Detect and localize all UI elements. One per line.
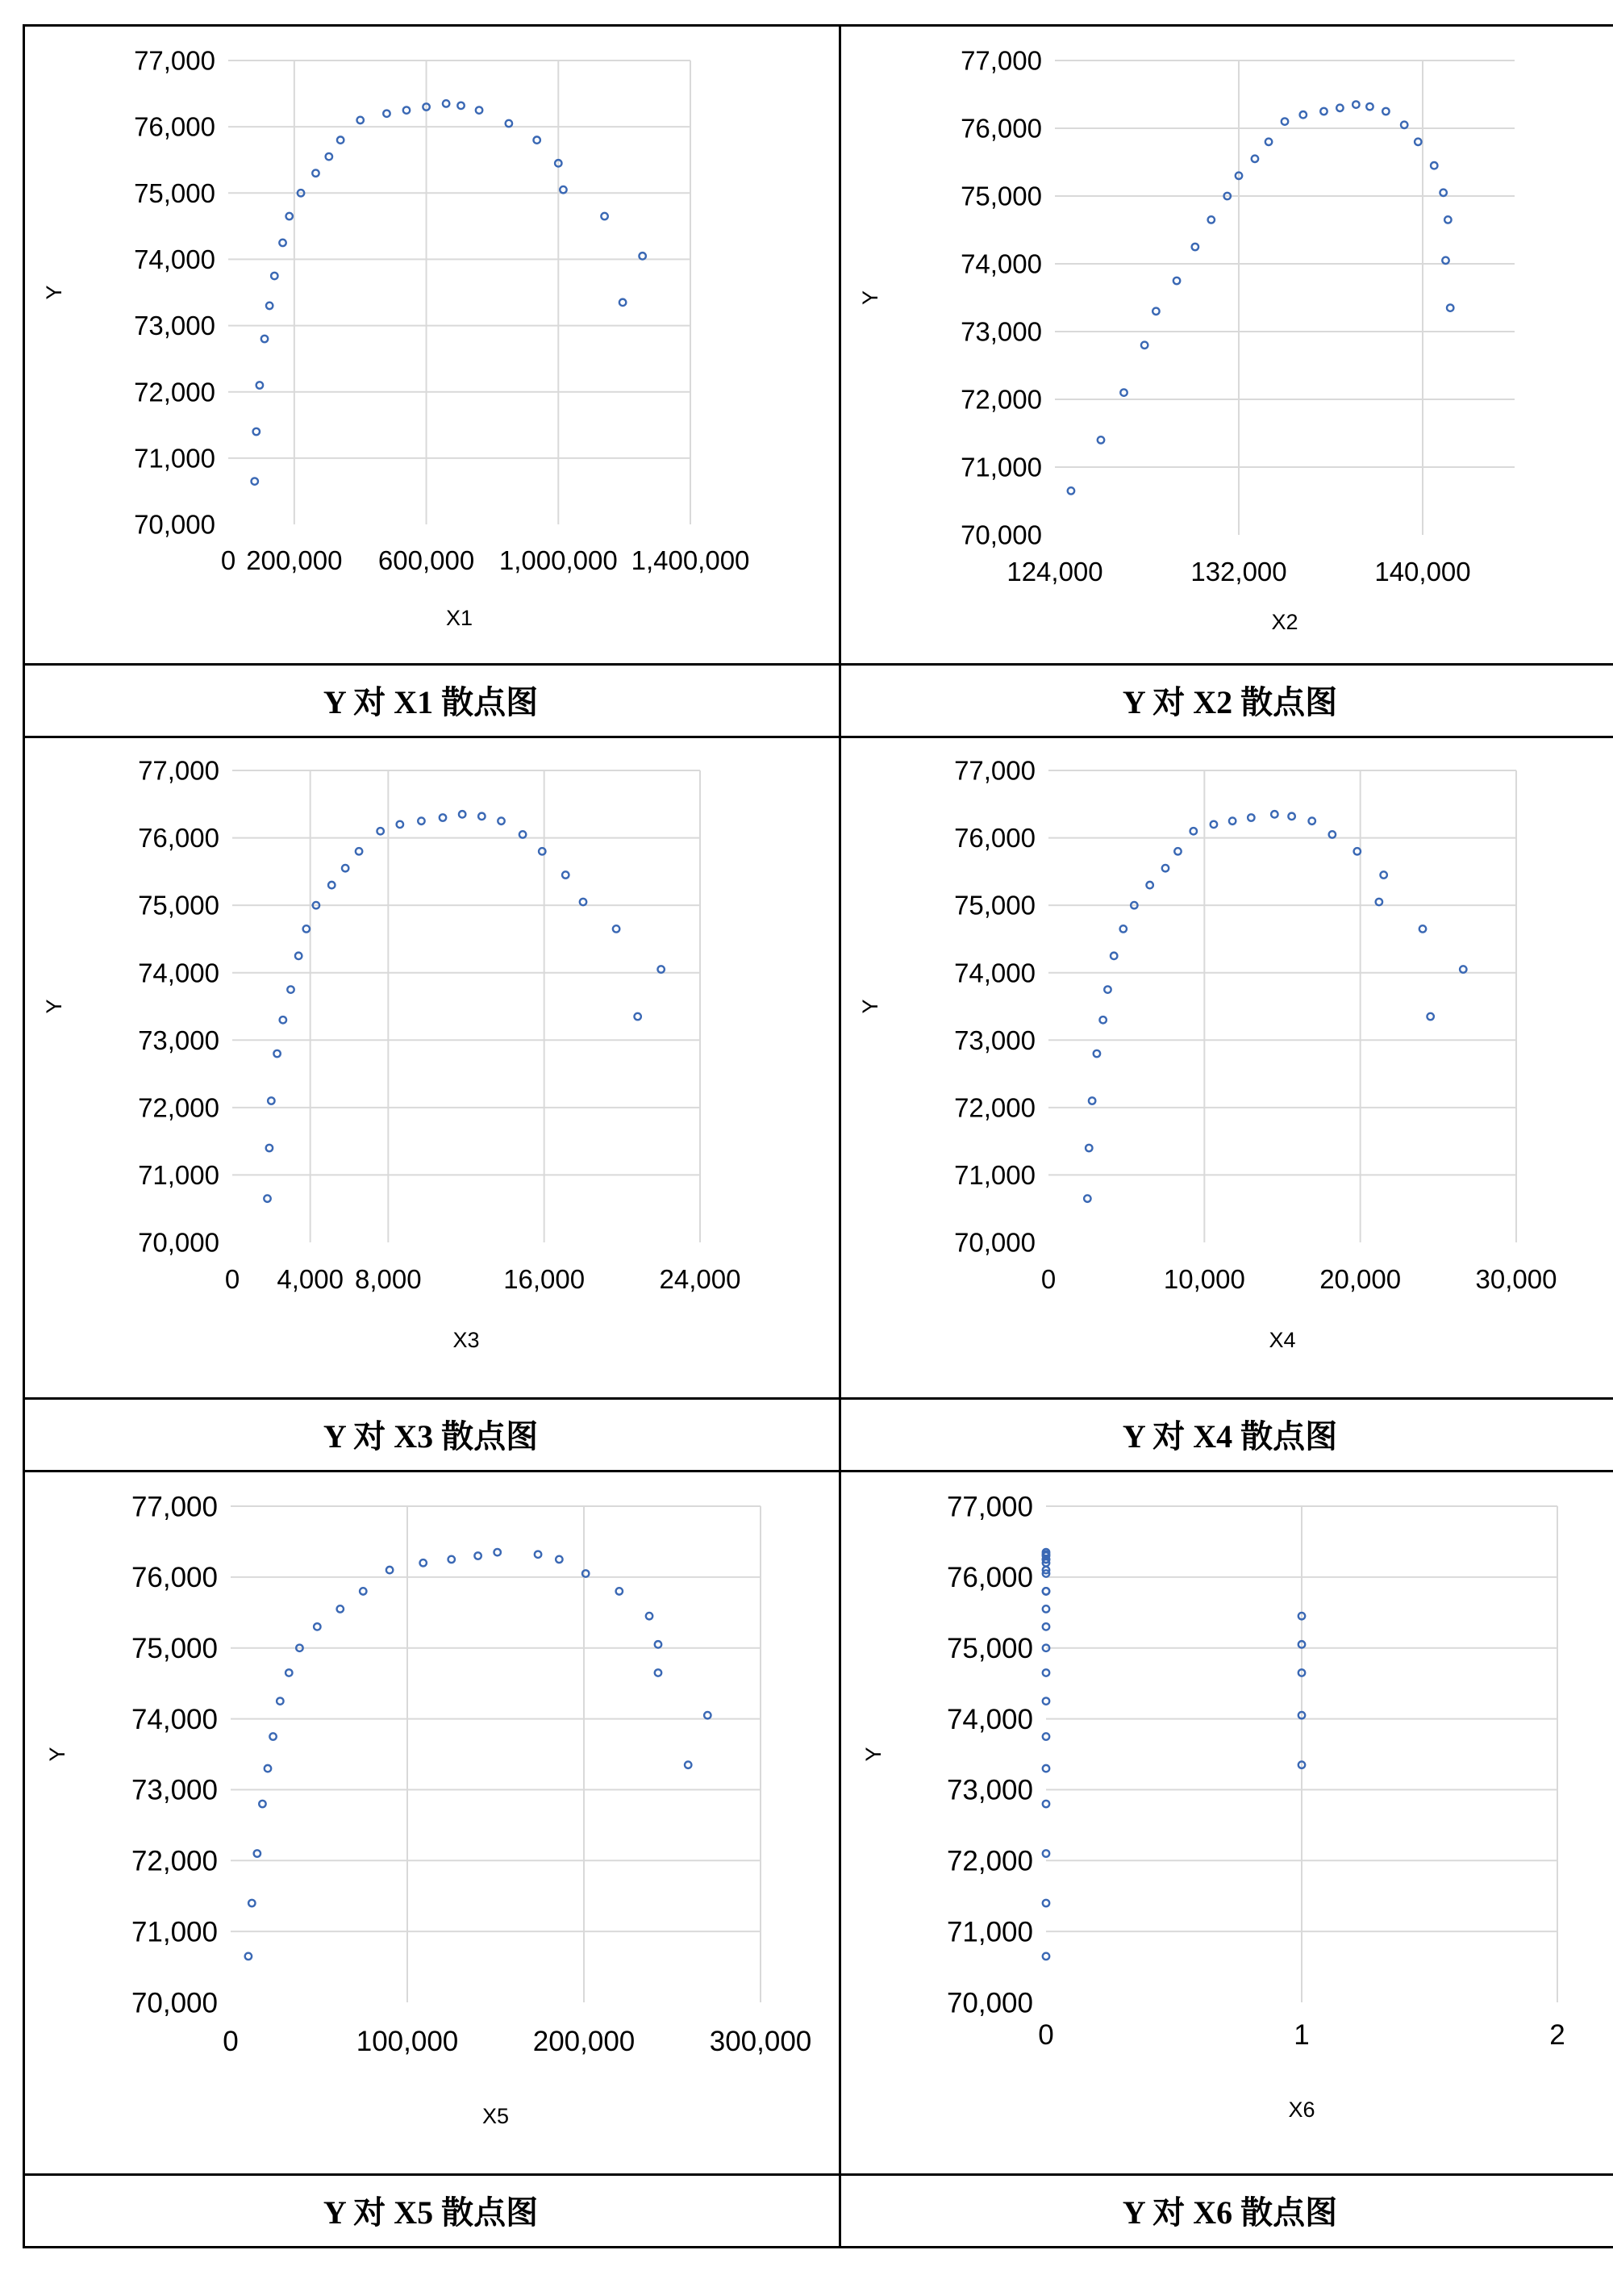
- y-tick-label: 76,000: [954, 823, 1036, 854]
- y-tick-label: 72,000: [134, 377, 215, 407]
- data-point: [277, 1697, 283, 1704]
- data-point: [279, 240, 286, 246]
- x-tick-label: 124,000: [1007, 557, 1103, 587]
- data-point: [273, 1050, 280, 1057]
- data-point: [440, 814, 446, 820]
- x-tick-label: 0: [224, 1264, 240, 1294]
- data-point: [266, 1145, 273, 1151]
- y-tick-label: 70,000: [134, 509, 215, 540]
- data-point: [1460, 966, 1466, 972]
- data-point: [303, 925, 310, 932]
- y-tick-label: 74,000: [138, 958, 219, 988]
- data-point: [519, 831, 526, 837]
- data-point: [1211, 821, 1217, 828]
- y-tick-label: 74,000: [954, 958, 1036, 988]
- chart-grid: [23, 24, 1613, 2296]
- data-point: [252, 478, 258, 484]
- y-tick-label: 76,000: [961, 113, 1042, 144]
- data-point: [268, 1097, 274, 1104]
- data-point: [601, 213, 607, 219]
- chart-panel-1: [23, 24, 839, 663]
- data-point: [1043, 1953, 1049, 1960]
- y-tick-label: 76,000: [131, 1562, 218, 1594]
- data-point: [1111, 953, 1117, 959]
- chart-panel-3: [23, 736, 839, 1397]
- data-point: [619, 299, 626, 306]
- x-tick-label: 1: [1294, 2019, 1310, 2051]
- data-point: [1043, 1900, 1049, 1906]
- x-tick-label: 20,000: [1319, 1264, 1402, 1294]
- y-tick-label: 72,000: [131, 1845, 218, 1877]
- data-point: [1382, 108, 1389, 115]
- data-point: [286, 1669, 292, 1676]
- data-point: [403, 106, 410, 113]
- data-point: [420, 1559, 427, 1566]
- y-tick-label: 76,000: [134, 111, 215, 142]
- data-point: [1447, 304, 1453, 311]
- y-axis-label: Y: [858, 290, 882, 306]
- data-point: [1043, 1801, 1049, 1807]
- data-point: [1300, 111, 1307, 118]
- data-point: [1152, 308, 1159, 315]
- y-tick-label: 73,000: [138, 1025, 219, 1055]
- data-point: [506, 120, 512, 127]
- x-tick-label: 1,400,000: [631, 545, 750, 575]
- y-tick-label: 77,000: [134, 45, 215, 76]
- y-tick-label: 74,000: [134, 244, 215, 274]
- data-point: [1099, 1017, 1106, 1023]
- data-point: [474, 1552, 481, 1559]
- data-point: [1329, 831, 1336, 837]
- data-point: [1043, 1588, 1049, 1594]
- data-point: [476, 106, 482, 113]
- data-point: [1444, 216, 1451, 223]
- data-point: [264, 1195, 270, 1201]
- data-point: [259, 1801, 265, 1807]
- chart-panel-5: [23, 1470, 839, 2173]
- data-point: [356, 848, 362, 854]
- data-point: [1089, 1097, 1095, 1104]
- data-point: [657, 966, 664, 972]
- x-tick-label: 100,000: [356, 2026, 459, 2057]
- x-tick-label: 140,000: [1374, 557, 1471, 587]
- data-point: [1162, 865, 1169, 871]
- data-point: [494, 1549, 500, 1555]
- data-point: [1320, 108, 1327, 115]
- y-tick-label: 77,000: [138, 755, 219, 786]
- data-point: [448, 1556, 455, 1563]
- data-point: [1229, 817, 1236, 824]
- x-tick-label: 0: [1038, 2019, 1054, 2051]
- chart-panel-2: [839, 24, 1613, 663]
- y-tick-label: 71,000: [134, 443, 215, 474]
- table-border: [23, 2246, 1613, 2248]
- data-point: [1141, 342, 1148, 349]
- x-axis-label: X4: [1269, 1328, 1296, 1352]
- data-point: [326, 153, 332, 160]
- data-point: [1380, 871, 1386, 878]
- data-point: [1084, 1195, 1090, 1201]
- data-point: [457, 102, 464, 109]
- data-point: [266, 303, 273, 309]
- data-point: [261, 336, 268, 342]
- data-point: [1043, 1605, 1049, 1612]
- y-tick-label: 75,000: [131, 1632, 218, 1664]
- data-point: [248, 1900, 255, 1906]
- chart-caption-5: Y 对 X5 散点图: [323, 2194, 539, 2231]
- data-point: [1208, 216, 1215, 223]
- y-tick-label: 72,000: [954, 1092, 1036, 1123]
- data-point: [1336, 105, 1343, 111]
- scatter-chart-1: [23, 24, 839, 663]
- chart-panel-6: [839, 1470, 1613, 2173]
- scatter-chart-2: [839, 24, 1613, 663]
- chart-caption-3: Y 对 X3 散点图: [323, 1417, 539, 1455]
- data-point: [634, 1013, 640, 1020]
- y-tick-label: 76,000: [946, 1562, 1033, 1594]
- data-point: [342, 865, 348, 871]
- data-point: [265, 1765, 271, 1772]
- data-point: [1265, 139, 1272, 145]
- data-point: [1288, 813, 1294, 820]
- scatter-chart-6: [839, 1470, 1613, 2173]
- data-point: [1192, 244, 1198, 250]
- y-tick-label: 75,000: [138, 890, 219, 920]
- data-point: [314, 1623, 320, 1630]
- y-tick-label: 75,000: [134, 177, 215, 208]
- data-point: [1271, 811, 1277, 817]
- data-point: [271, 273, 277, 279]
- data-point: [1120, 925, 1127, 932]
- x-tick-label: 8,000: [355, 1264, 422, 1294]
- x-tick-label: 24,000: [659, 1264, 741, 1294]
- data-point: [1190, 828, 1197, 834]
- chart-panel-4: [839, 736, 1613, 1397]
- y-tick-label: 71,000: [138, 1159, 219, 1190]
- y-tick-label: 70,000: [131, 1987, 218, 2019]
- data-point: [646, 1613, 652, 1619]
- data-point: [328, 882, 335, 888]
- data-point: [1043, 1765, 1049, 1772]
- y-tick-label: 70,000: [961, 520, 1042, 550]
- data-point: [1376, 899, 1382, 905]
- data-point: [1282, 118, 1288, 124]
- data-point: [704, 1712, 711, 1718]
- x-axis-label: X1: [445, 606, 473, 630]
- data-point: [1442, 257, 1448, 264]
- x-tick-label: 132,000: [1190, 557, 1287, 587]
- data-point: [1094, 1050, 1100, 1057]
- y-tick-label: 76,000: [138, 823, 219, 854]
- data-point: [1043, 1697, 1049, 1704]
- y-tick-label: 72,000: [946, 1845, 1033, 1877]
- chart-caption-6: Y 对 X6 散点图: [1122, 2194, 1338, 2231]
- scatter-chart-3: [23, 736, 839, 1397]
- data-point: [535, 1551, 541, 1558]
- data-point: [560, 186, 566, 193]
- data-point: [1309, 817, 1315, 824]
- y-tick-label: 74,000: [946, 1703, 1033, 1735]
- data-point: [655, 1669, 661, 1676]
- x-tick-label: 4,000: [277, 1264, 344, 1294]
- y-tick-label: 77,000: [131, 1491, 218, 1523]
- data-point: [280, 1017, 286, 1023]
- y-axis-label: Y: [42, 999, 66, 1014]
- data-point: [685, 1761, 691, 1768]
- x-tick-label: 0: [223, 2026, 239, 2057]
- data-point: [1043, 1733, 1049, 1739]
- data-point: [386, 1567, 393, 1573]
- y-tick-label: 73,000: [961, 316, 1042, 347]
- data-point: [357, 117, 364, 123]
- y-tick-label: 71,000: [961, 452, 1042, 482]
- y-axis-label: Y: [858, 999, 882, 1014]
- y-tick-label: 70,000: [954, 1227, 1036, 1258]
- data-point: [245, 1953, 252, 1960]
- data-point: [286, 213, 293, 219]
- data-point: [1248, 814, 1254, 820]
- x-tick-label: 2: [1549, 2019, 1565, 2051]
- data-point: [613, 925, 619, 932]
- x-tick-label: 1,000,000: [498, 545, 618, 575]
- data-point: [1366, 103, 1373, 110]
- data-point: [256, 382, 263, 388]
- data-point: [1427, 1013, 1433, 1020]
- x-tick-label: 300,000: [709, 2026, 812, 2057]
- data-point: [1086, 1145, 1092, 1151]
- chart-caption-2: Y 对 X2 散点图: [1122, 683, 1338, 720]
- data-point: [418, 817, 424, 824]
- x-axis-label: X3: [452, 1328, 480, 1352]
- data-point: [1104, 986, 1111, 992]
- data-point: [459, 811, 465, 817]
- y-tick-label: 73,000: [131, 1774, 218, 1806]
- data-point: [377, 828, 383, 834]
- x-tick-label: 30,000: [1475, 1264, 1557, 1294]
- data-point: [1415, 139, 1421, 145]
- data-point: [1353, 101, 1359, 107]
- data-point: [383, 111, 390, 117]
- x-tick-label: 10,000: [1163, 1264, 1245, 1294]
- y-axis-label: Y: [45, 1747, 69, 1762]
- y-tick-label: 70,000: [946, 1987, 1033, 2019]
- y-tick-label: 73,000: [134, 311, 215, 341]
- data-point: [1043, 1669, 1049, 1676]
- y-tick-label: 72,000: [961, 384, 1042, 415]
- data-point: [269, 1733, 276, 1739]
- y-tick-label: 72,000: [138, 1092, 219, 1123]
- data-point: [533, 136, 540, 143]
- scatter-chart-4: [839, 736, 1613, 1397]
- data-point: [1098, 436, 1104, 443]
- data-point: [397, 821, 403, 828]
- data-point: [295, 953, 302, 959]
- chart-caption-1: Y 对 X1 散点图: [323, 683, 539, 720]
- data-point: [1120, 389, 1127, 395]
- data-point: [312, 169, 319, 176]
- y-tick-label: 74,000: [131, 1703, 218, 1735]
- data-point: [337, 1605, 344, 1612]
- data-point: [1043, 1850, 1049, 1856]
- y-tick-label: 77,000: [954, 755, 1036, 786]
- data-point: [1401, 122, 1407, 128]
- data-point: [562, 871, 569, 878]
- y-tick-label: 71,000: [946, 1916, 1033, 1948]
- y-tick-label: 75,000: [946, 1632, 1033, 1664]
- data-point: [253, 428, 260, 435]
- data-point: [1419, 925, 1426, 932]
- y-tick-label: 73,000: [954, 1025, 1036, 1055]
- data-point: [556, 1556, 562, 1563]
- data-point: [287, 986, 294, 992]
- data-point: [337, 136, 344, 143]
- x-axis-label: X6: [1288, 2098, 1315, 2122]
- y-tick-label: 71,000: [131, 1916, 218, 1948]
- data-point: [478, 813, 485, 820]
- data-point: [616, 1588, 623, 1594]
- y-tick-label: 75,000: [954, 890, 1036, 920]
- y-tick-label: 70,000: [138, 1227, 219, 1258]
- x-tick-label: 600,000: [377, 545, 475, 575]
- x-tick-label: 200,000: [532, 2026, 636, 2057]
- x-tick-label: 200,000: [246, 545, 343, 575]
- data-point: [1431, 162, 1437, 169]
- y-axis-label: Y: [42, 285, 66, 300]
- y-tick-label: 73,000: [946, 1774, 1033, 1806]
- y-tick-label: 77,000: [946, 1491, 1033, 1523]
- data-point: [1174, 848, 1181, 854]
- x-axis-label: X5: [481, 2104, 510, 2128]
- y-tick-label: 77,000: [961, 45, 1042, 76]
- data-point: [443, 100, 449, 106]
- y-tick-label: 74,000: [961, 248, 1042, 279]
- data-point: [655, 1641, 661, 1647]
- x-tick-label: 0: [220, 545, 236, 575]
- data-point: [498, 817, 504, 824]
- scatter-chart-5: [23, 1470, 839, 2173]
- data-point: [1068, 487, 1074, 494]
- y-tick-label: 71,000: [954, 1159, 1036, 1190]
- data-point: [1173, 278, 1180, 284]
- x-tick-label: 0: [1040, 1264, 1057, 1294]
- data-point: [1043, 1623, 1049, 1630]
- data-point: [1252, 156, 1258, 162]
- data-point: [360, 1588, 366, 1594]
- chart-caption-4: Y 对 X4 散点图: [1122, 1417, 1338, 1455]
- data-point: [1440, 190, 1446, 196]
- x-axis-label: X2: [1271, 610, 1298, 634]
- y-tick-label: 75,000: [961, 181, 1042, 211]
- y-axis-label: Y: [861, 1747, 886, 1762]
- data-point: [580, 899, 586, 905]
- x-tick-label: 16,000: [503, 1264, 586, 1294]
- data-point: [639, 253, 645, 259]
- data-point: [254, 1850, 260, 1856]
- data-point: [1146, 882, 1152, 888]
